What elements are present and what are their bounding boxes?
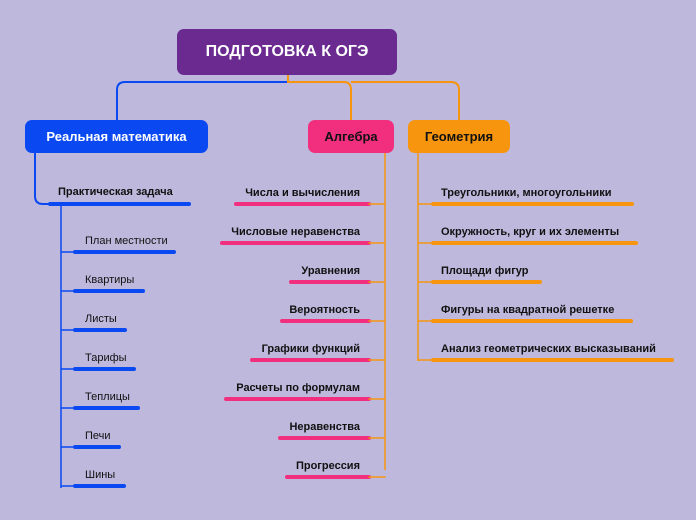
geometry-item-label[interactable]: Окружность, круг и их элементы <box>441 226 620 238</box>
root-to-geometry-connector <box>351 82 459 120</box>
real-math-item-label[interactable]: План местности <box>85 235 168 247</box>
real-math-item-label[interactable]: Квартиры <box>85 274 135 286</box>
branch-real-math-node[interactable]: Реальная математика <box>25 120 208 153</box>
algebra-item-label[interactable]: Прогрессия <box>295 460 360 472</box>
real-trunk-connector <box>35 153 50 204</box>
algebra-item-label[interactable]: Неравенства <box>289 421 360 433</box>
real-item-connectors <box>61 252 174 486</box>
algebra-item-label[interactable]: Расчеты по формулам <box>236 382 360 394</box>
real-math-item-label[interactable]: Теплицы <box>85 391 130 403</box>
geometry-item-label[interactable]: Анализ геометрических высказываний <box>441 343 656 355</box>
geometry-item-label[interactable]: Площади фигур <box>441 265 529 277</box>
real-subtopic-label[interactable]: Практическая задача <box>58 186 173 198</box>
root-to-algebra-connector <box>288 75 351 120</box>
algebra-item-label[interactable]: Вероятность <box>289 304 360 316</box>
branch-geometry-node[interactable]: Геометрия <box>408 120 510 153</box>
algebra-item-label[interactable]: Числа и вычисления <box>245 187 360 199</box>
algebra-item-label[interactable]: Уравнения <box>301 265 360 277</box>
real-math-item-label[interactable]: Шины <box>85 469 116 481</box>
real-math-item-label[interactable]: Тарифы <box>85 352 127 364</box>
branch-algebra-node[interactable]: Алгебра <box>308 120 394 153</box>
geometry-item-label[interactable]: Треугольники, многоугольники <box>441 187 612 199</box>
real-math-item-label[interactable]: Печи <box>85 430 111 442</box>
root-topic-node[interactable]: ПОДГОТОВКА К ОГЭ <box>177 29 397 75</box>
root-to-real-connector <box>117 82 288 120</box>
algebra-item-label[interactable]: Числовые неравенства <box>231 226 360 238</box>
algebra-item-label[interactable]: Графики функций <box>261 343 360 355</box>
algebra-item-connectors <box>222 204 385 477</box>
geometry-item-label[interactable]: Фигуры на квадратной решетке <box>441 304 615 316</box>
real-math-item-label[interactable]: Листы <box>85 313 117 325</box>
